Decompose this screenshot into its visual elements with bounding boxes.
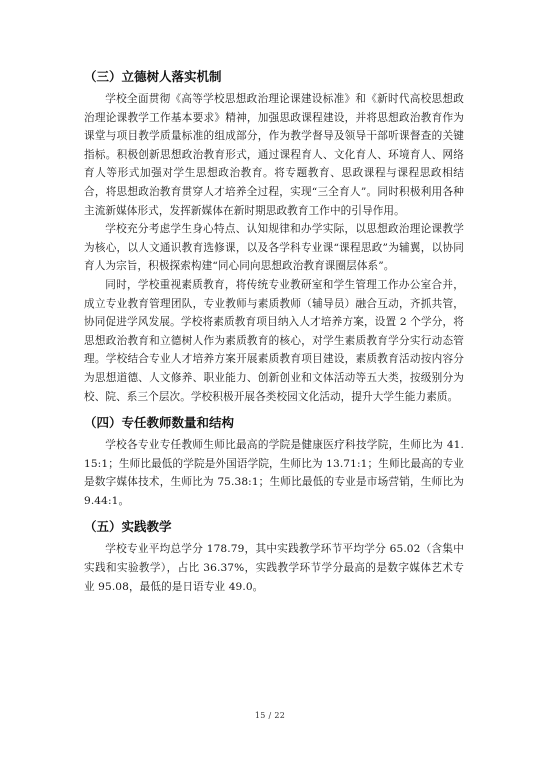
section-heading-3: （三）立德树人落实机制 [84, 69, 222, 84]
section-heading-4: （四）专任教师数量和结构 [84, 415, 235, 431]
section-3-paragraph-3: 同时，学校重视素质教育，将传统专业教研室和学生管理工作办公室合并，成立专业教育管理团队，专业教师与素质教师（辅导员）融合互动，齐抓共管，协同促进学风发展。学校将素质教育项目纳入人才培养方案，设置 2 个学分，将思想政治教育和立德树人作为素质教育的核心，对学生素质教育学分实行动态管理。学校结合专业人才培养方案开展素质教育项目建设，素质教育活动按内容分为思想道德、人文修养、职业能力、创新创业和文体活动等五大类，按级别分为校、院、系三个层次。学校积极开展各类校园文化活动，提升大学生能力素质。 [84, 278, 464, 403]
page-number: 15 / 22 [254, 711, 286, 720]
section-3-paragraph-1: 学校全面贯彻《高等学校思想政治理论课建设标准》和《新时代高校思想政治理论课教学工作基本要求》精神，加强思政课程建设，并将思想政治教育作为课堂与项目教学质量标准的组成部分，作为教学督导及领导干部听课督查的关键指标。积极创新思想政治教育形式，通过课程育人、文化育人、环境育人、网络育人等形式加强对学生思想政治教育。将专题教育、思政课程与课程思政相结合，将思想政治教育贯穿人才培养全过程，实现“三全育人”。同时积极利用各种主流新媒体形式，发挥新媒体在新时期思政教育工作中的引导作用。 [84, 93, 464, 217]
page-content [84, 68, 464, 596]
section-heading-5: （五）实践教学 [84, 519, 172, 535]
section-5-paragraph-1: 学校专业平均总学分 178.79，其中实践教学环节平均学分 65.02（含集中实践和实验教学），占比 36.37%，实践教学环节学分最高的是数字媒体艺术专业 95.08，最低的是日语专业 49.0。 [84, 543, 464, 593]
section-3-paragraph-2: 学校充分考虑学生身心特点、认知规律和办学实际，以思想政治理论课教学为核心，以人文通识教育选修课，以及各学科专业课“课程思政”为辅翼，以协同育人为宗旨，积极探索构建“同心同向思想政治教育课圈层体系”。 [84, 223, 464, 273]
section-4-paragraph-1: 学校各专业专任教师生师比最高的学院是健康医疗科技学院，生师比为 41.15:1；生师比最低的学院是外国语学院，生师比为 13.71:1；生师比最高的专业是数字媒体技术，生师比为 75.38:1；生师比最低的专业是市场营销，生师比为 9.44:1。 [84, 439, 464, 507]
